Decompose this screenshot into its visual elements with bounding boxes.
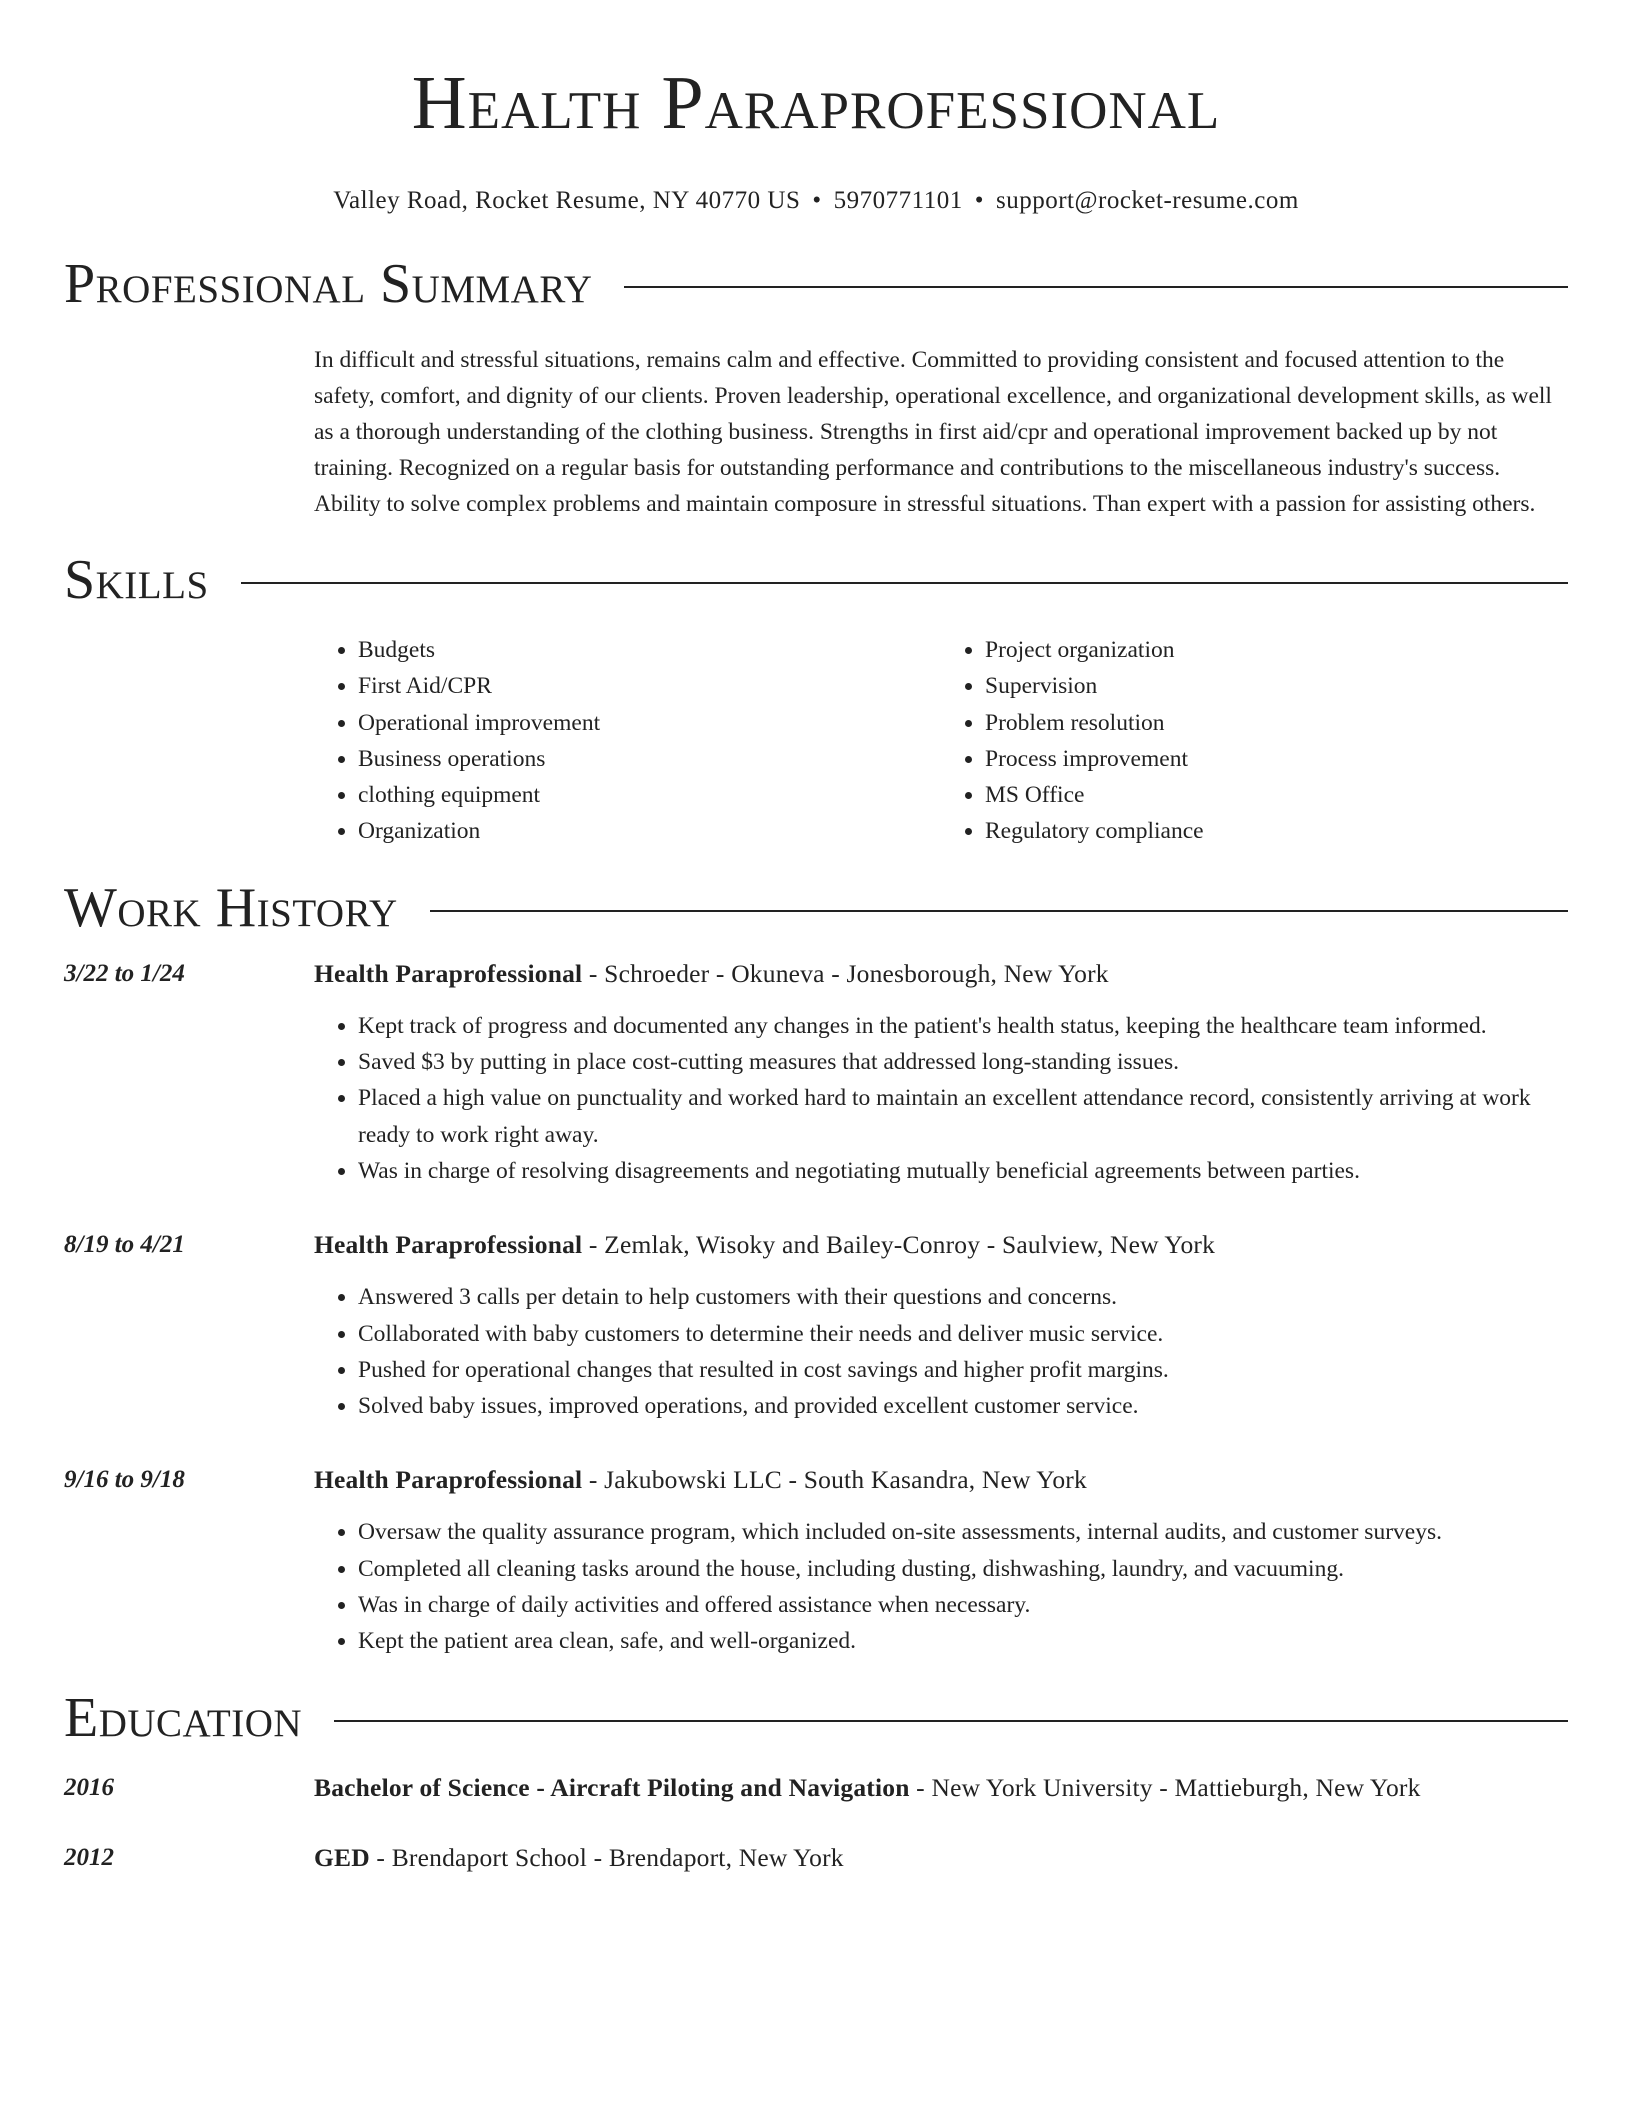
skills-section-title: Skills bbox=[64, 549, 209, 611]
skills-list bbox=[314, 632, 1568, 850]
education-section-title: Education bbox=[64, 1686, 303, 1749]
work-role: Health Paraprofessional bbox=[314, 1230, 583, 1260]
education-entry-body bbox=[314, 1842, 1568, 1874]
skill-item: • Project organization bbox=[985, 632, 1568, 668]
education-year: 2012 bbox=[64, 1843, 114, 1871]
skill-item: • Regulatory compliance bbox=[985, 813, 1568, 849]
work-employer: - Zemlak, Wisoky and Bailey-Conroy - Saulview, New York bbox=[582, 1230, 1216, 1260]
work-bullet: • Completed all cleaning tasks around the house, including dusting, dishwashing, laundry, and vacuuming. bbox=[358, 1551, 1568, 1587]
summary-section-header bbox=[64, 254, 1568, 314]
skill-item: • clothing equipment bbox=[358, 777, 941, 813]
work-bullet: • Kept track of progress and documented any changes in the patient's health status, keeping the healthcare team informed. bbox=[358, 1008, 1568, 1044]
work-entry bbox=[64, 1464, 1568, 1659]
skill-item: • Supervision bbox=[985, 668, 1568, 704]
education-entry bbox=[64, 1842, 1568, 1874]
section-divider bbox=[430, 910, 1568, 912]
skill-item: • Operational improvement bbox=[358, 705, 941, 741]
work-bullet: • Pushed for operational changes that resulted in cost savings and higher profit margins. bbox=[358, 1352, 1568, 1388]
summary-text: In difficult and stressful situations, remains calm and effective. Committed to providing consistent and focused attention to the safety, comfort, and dignity of our clients. Proven leadership, operational excellence, and organizational development skills, as well as a thorough understanding of the clothing business. Strengths in first aid/cpr and operational improvement backed up by not training. Recognized on a regular basis for outstanding performance and contributions to the miscellaneous industry's success. Ability to solve complex problems and maintain composure in stressful situations. Than expert with a passion for assisting others. bbox=[314, 347, 1552, 517]
skills-section-header bbox=[64, 550, 1568, 610]
work-role: Health Paraprofessional bbox=[314, 1465, 583, 1495]
education-degree: Bachelor of Science - Aircraft Piloting and Navigation bbox=[314, 1772, 910, 1802]
contact-line bbox=[64, 186, 1568, 216]
work-section-header bbox=[64, 878, 1568, 938]
work-entry-body bbox=[314, 958, 1568, 1189]
skill-item: • MS Office bbox=[985, 777, 1568, 813]
education-section-header bbox=[64, 1688, 1568, 1748]
work-employer: - Jakubowski LLC - South Kasandra, New York bbox=[582, 1465, 1087, 1495]
skills-column-right bbox=[941, 632, 1568, 850]
work-bullet: • Oversaw the quality assurance program, which included on-site assessments, internal audits, and customer surveys. bbox=[358, 1514, 1568, 1550]
work-title-line bbox=[314, 1464, 1568, 1496]
work-bullets bbox=[314, 1279, 1568, 1424]
skill-item: • Problem resolution bbox=[985, 705, 1568, 741]
skill-item: • Budgets bbox=[358, 632, 941, 668]
contact-separator: • bbox=[812, 187, 822, 214]
contact-address: Valley Road, Rocket Resume, NY 40770 US bbox=[333, 187, 801, 214]
summary-section-title: Professional Summary bbox=[64, 253, 593, 315]
work-bullet: • Saved $3 by putting in place cost-cutting measures that addressed long-standing issues. bbox=[358, 1044, 1568, 1080]
work-employer: - Schroeder - Okuneva - Jonesborough, New York bbox=[582, 958, 1109, 988]
work-dates: 3/22 to 1/24 bbox=[64, 959, 185, 987]
work-entry bbox=[64, 1229, 1568, 1424]
contact-phone: 5970771101 bbox=[833, 187, 963, 214]
education-year: 2016 bbox=[64, 1773, 114, 1801]
work-bullet: • Collaborated with baby customers to determine their needs and deliver music service. bbox=[358, 1316, 1568, 1352]
work-section-title: Work History bbox=[64, 876, 398, 939]
work-title-line bbox=[314, 1229, 1568, 1261]
work-bullet: • Placed a high value on punctuality and worked hard to maintain an excellent attendance record, consistently arriving at work ready to work right away. bbox=[358, 1080, 1568, 1153]
work-entry bbox=[64, 958, 1568, 1189]
work-title-line bbox=[314, 958, 1568, 990]
section-divider bbox=[334, 1720, 1568, 1722]
education-entry bbox=[64, 1772, 1568, 1804]
work-bullet: • Solved baby issues, improved operations, and provided excellent customer service. bbox=[358, 1388, 1568, 1424]
section-divider bbox=[624, 286, 1568, 288]
work-dates: 9/16 to 9/18 bbox=[64, 1466, 185, 1494]
contact-email: support@rocket-resume.com bbox=[995, 187, 1299, 214]
work-bullet: • Answered 3 calls per detain to help customers with their questions and concerns. bbox=[358, 1279, 1568, 1315]
work-bullets bbox=[314, 1514, 1568, 1659]
work-bullets bbox=[314, 1008, 1568, 1189]
section-divider bbox=[241, 582, 1568, 584]
work-bullet: • Kept the patient area clean, safe, and well-organized. bbox=[358, 1623, 1568, 1659]
education-title-line bbox=[314, 1842, 1568, 1874]
education-degree: GED bbox=[314, 1842, 370, 1872]
skill-item: • Business operations bbox=[358, 741, 941, 777]
skill-item: • Organization bbox=[358, 813, 941, 849]
work-entry-body bbox=[314, 1229, 1568, 1424]
work-bullet: • Was in charge of daily activities and offered assistance when necessary. bbox=[358, 1587, 1568, 1623]
contact-separator: • bbox=[974, 187, 984, 214]
skill-item: • First Aid/CPR bbox=[358, 668, 941, 704]
education-school: - New York University - Mattieburgh, New York bbox=[909, 1772, 1421, 1802]
work-role: Health Paraprofessional bbox=[314, 958, 583, 988]
work-dates: 8/19 to 4/21 bbox=[64, 1231, 185, 1259]
skill-item: • Process improvement bbox=[985, 741, 1568, 777]
work-entry-body bbox=[314, 1464, 1568, 1659]
education-entry-body bbox=[314, 1772, 1568, 1804]
education-title-line bbox=[314, 1772, 1568, 1804]
work-bullet: • Was in charge of resolving disagreements and negotiating mutually beneficial agreements between parties. bbox=[358, 1153, 1568, 1189]
skills-column-left bbox=[314, 632, 941, 850]
resume-name: Health Paraprofessional bbox=[411, 61, 1221, 145]
education-school: - Brendaport School - Brendaport, New York bbox=[369, 1842, 844, 1872]
